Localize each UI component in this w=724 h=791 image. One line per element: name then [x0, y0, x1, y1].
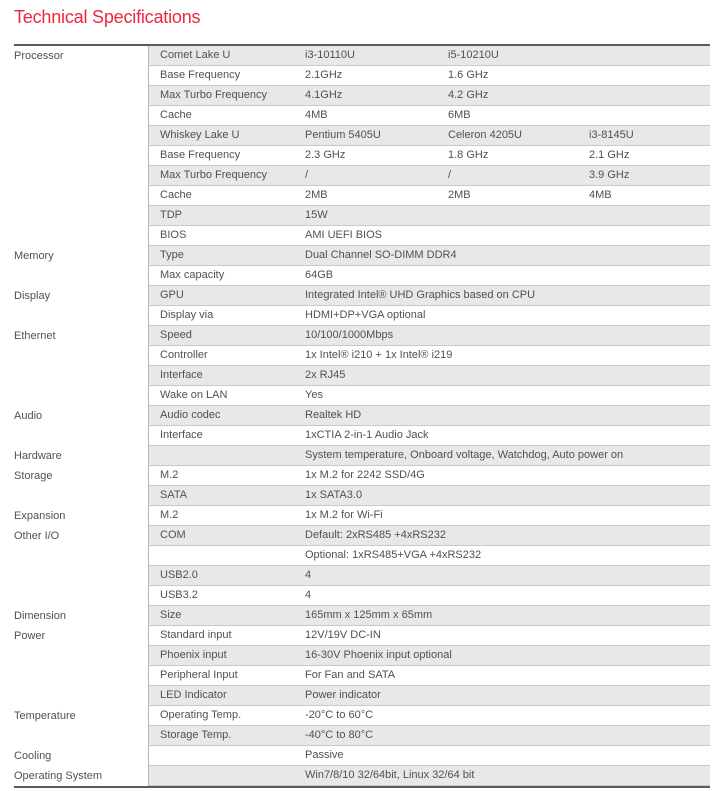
spec-value: AMI UEFI BIOS — [305, 229, 383, 241]
spec-values — [294, 566, 710, 585]
spec-row — [14, 746, 710, 766]
spec-value: 2.1 GHz — [589, 149, 630, 161]
spec-row — [14, 86, 710, 106]
row-band — [148, 206, 710, 226]
row-band — [148, 286, 710, 306]
page-title: Technical Specifications — [14, 7, 201, 27]
spec-label: Max capacity — [160, 269, 225, 281]
category-label: Audio — [14, 410, 43, 422]
spec-label: Base Frequency — [160, 69, 241, 81]
category-label — [14, 166, 148, 186]
spec-values — [294, 286, 710, 305]
row-band — [148, 246, 710, 266]
category-label: Hardware — [14, 450, 62, 462]
spec-value — [578, 86, 710, 105]
spec-row — [14, 246, 710, 266]
spec-row — [14, 186, 710, 206]
spec-label: USB2.0 — [160, 569, 198, 581]
row-band — [148, 126, 710, 146]
category-label — [14, 726, 148, 746]
spec-value: i5-10210U — [448, 49, 499, 61]
row-band — [148, 446, 710, 466]
spec-value: 64GB — [305, 269, 334, 281]
category-label: Operating System — [14, 770, 103, 782]
spec-label: BIOS — [160, 229, 187, 241]
spec-row — [14, 486, 710, 506]
spec-value: 1x Intel® i210 + 1x Intel® i219 — [305, 349, 453, 361]
row-band — [148, 466, 710, 486]
spec-row — [14, 446, 710, 466]
spec-values — [294, 686, 710, 705]
spec-row — [14, 266, 710, 286]
spec-value: 4 — [305, 569, 312, 581]
spec-row — [14, 606, 710, 626]
spec-value: 16-30V Phoenix input optional — [305, 649, 452, 661]
spec-value — [578, 106, 710, 125]
spec-values — [294, 346, 710, 365]
category-label — [14, 306, 148, 326]
spec-label: GPU — [160, 289, 184, 301]
spec-value: 1x SATA3.0 — [305, 489, 363, 501]
spec-row — [14, 506, 710, 526]
spec-value: 1.8 GHz — [448, 149, 489, 161]
row-band — [148, 346, 710, 366]
category-label: Ethernet — [14, 330, 56, 342]
spec-values — [294, 546, 710, 565]
category-label: Storage — [14, 470, 53, 482]
spec-value: Realtek HD — [305, 409, 362, 421]
spec-label: Phoenix input — [160, 649, 227, 661]
spec-value: 2MB — [448, 189, 471, 201]
spec-value: 165mm x 125mm x 65mm — [305, 609, 433, 621]
row-band — [148, 586, 710, 606]
spec-value: -40°C to 80°C — [305, 729, 374, 741]
spec-values — [294, 666, 710, 685]
spec-values — [294, 726, 710, 745]
spec-values — [294, 206, 710, 225]
spec-values — [294, 746, 710, 765]
row-band — [148, 46, 710, 66]
category-label — [14, 426, 148, 446]
row-band — [148, 366, 710, 386]
spec-values — [294, 86, 710, 105]
row-band — [148, 546, 710, 566]
row-band — [148, 266, 710, 286]
spec-label: Type — [160, 249, 184, 261]
spec-row — [14, 706, 710, 726]
category-label: Memory — [14, 250, 54, 262]
row-band — [148, 606, 710, 626]
spec-row — [14, 646, 710, 666]
spec-label: Speed — [160, 329, 192, 341]
spec-values — [294, 226, 710, 245]
spec-label: SATA — [160, 489, 188, 501]
spec-values — [294, 446, 710, 465]
category-label: Power — [14, 630, 46, 642]
spec-row — [14, 166, 710, 186]
category-label — [14, 206, 148, 226]
spec-label: Cache — [160, 109, 192, 121]
category-label — [14, 86, 148, 106]
row-band — [148, 226, 710, 246]
spec-label: Operating Temp. — [160, 709, 242, 721]
spec-label — [149, 766, 294, 785]
spec-values — [294, 266, 710, 285]
row-band — [148, 166, 710, 186]
spec-value: Integrated Intel® UHD Graphics based on CPU — [305, 289, 536, 301]
spec-label: Interface — [160, 429, 203, 441]
spec-values — [294, 766, 710, 785]
row-band — [148, 766, 710, 786]
row-band — [148, 486, 710, 506]
spec-value: 1x M.2 for Wi-Fi — [305, 509, 383, 521]
spec-value: Win7/8/10 32/64bit, Linux 32/64 bit — [305, 769, 475, 781]
spec-values — [294, 646, 710, 665]
spec-label: Size — [160, 609, 182, 621]
spec-label: TDP — [160, 209, 182, 221]
spec-value: Optional: 1xRS485+VGA +4xRS232 — [305, 549, 482, 561]
spec-value: 1.6 GHz — [448, 69, 489, 81]
category-label — [14, 66, 148, 86]
spec-values — [294, 526, 710, 545]
spec-values — [294, 466, 710, 485]
spec-value: 4.2 GHz — [448, 89, 489, 101]
spec-value: 4 — [305, 589, 312, 601]
spec-label: Wake on LAN — [160, 389, 228, 401]
spec-row — [14, 106, 710, 126]
spec-row — [14, 626, 710, 646]
category-label — [14, 226, 148, 246]
spec-value: Yes — [305, 389, 323, 401]
spec-row — [14, 726, 710, 746]
category-label — [14, 686, 148, 706]
spec-row — [14, 586, 710, 606]
spec-values — [294, 606, 710, 625]
spec-label: Max Turbo Frequency — [160, 169, 267, 181]
row-band — [148, 746, 710, 766]
spec-value: 2MB — [305, 189, 328, 201]
row-band — [148, 146, 710, 166]
spec-value: 6MB — [448, 109, 471, 121]
spec-row — [14, 766, 710, 786]
spec-label: Comet Lake U — [160, 49, 231, 61]
spec-value: Power indicator — [305, 689, 381, 701]
spec-row — [14, 546, 710, 566]
spec-value: Dual Channel SO-DIMM DDR4 — [305, 249, 457, 261]
category-label: Cooling — [14, 750, 52, 762]
spec-value: 12V/19V DC-IN — [305, 629, 381, 641]
spec-values — [294, 406, 710, 425]
spec-row — [14, 146, 710, 166]
spec-value: 2.3 GHz — [305, 149, 346, 161]
spec-value — [578, 46, 710, 65]
spec-label: COM — [160, 529, 186, 541]
category-label — [14, 486, 148, 506]
spec-row — [14, 126, 710, 146]
spec-value: / — [305, 169, 309, 181]
spec-label: M.2 — [160, 509, 179, 521]
spec-label: LED Indicator — [160, 689, 227, 701]
spec-row — [14, 386, 710, 406]
spec-label: Audio codec — [160, 409, 221, 421]
spec-value: -20°C to 60°C — [305, 709, 374, 721]
spec-value: 1xCTIA 2-in-1 Audio Jack — [305, 429, 429, 441]
row-band — [148, 686, 710, 706]
category-label — [14, 386, 148, 406]
spec-label: M.2 — [160, 469, 179, 481]
row-band — [148, 306, 710, 326]
spec-values — [294, 366, 710, 385]
spec-value: 4MB — [305, 109, 328, 121]
row-band — [148, 186, 710, 206]
spec-value: / — [448, 169, 452, 181]
spec-value: 2x RJ45 — [305, 369, 346, 381]
spec-label: Controller — [160, 349, 208, 361]
spec-value: HDMI+DP+VGA optional — [305, 309, 426, 321]
spec-row — [14, 306, 710, 326]
spec-value: Passive — [305, 749, 344, 761]
row-band — [148, 526, 710, 546]
category-label: Expansion — [14, 510, 66, 522]
spec-values — [294, 506, 710, 525]
spec-row — [14, 326, 710, 346]
spec-label: Whiskey Lake U — [160, 129, 240, 141]
category-label — [14, 546, 148, 566]
row-band — [148, 106, 710, 126]
row-band — [148, 66, 710, 86]
row-band — [148, 386, 710, 406]
spec-label: Max Turbo Frequency — [160, 89, 267, 101]
row-band — [148, 406, 710, 426]
spec-values — [294, 186, 710, 205]
spec-value: i3-10110U — [305, 49, 355, 61]
category-label — [14, 106, 148, 126]
spec-value — [578, 66, 710, 85]
spec-values — [294, 246, 710, 265]
category-label — [14, 266, 148, 286]
spec-label: USB3.2 — [160, 589, 198, 601]
spec-row — [14, 466, 710, 486]
row-band — [148, 666, 710, 686]
category-label: Other I/O — [14, 530, 60, 542]
spec-row — [14, 226, 710, 246]
row-band — [148, 646, 710, 666]
spec-label: Standard input — [160, 629, 232, 641]
spec-value: 2.1GHz — [305, 69, 343, 81]
spec-value: 4.1GHz — [305, 89, 343, 101]
row-band — [148, 566, 710, 586]
spec-values — [294, 146, 710, 165]
spec-row — [14, 346, 710, 366]
category-label: Temperature — [14, 710, 76, 722]
spec-values — [294, 386, 710, 405]
spec-value: System temperature, Onboard voltage, Watchdog, Auto power on — [305, 449, 624, 461]
spec-label — [149, 746, 294, 765]
spec-row — [14, 526, 710, 546]
spec-values — [294, 626, 710, 645]
spec-value: i3-8145U — [589, 129, 634, 141]
spec-row — [14, 686, 710, 706]
spec-row — [14, 366, 710, 386]
spec-row — [14, 286, 710, 306]
spec-row — [14, 566, 710, 586]
spec-row — [14, 46, 710, 66]
row-band — [148, 86, 710, 106]
spec-values — [294, 426, 710, 445]
spec-values — [294, 586, 710, 605]
category-label — [14, 366, 148, 386]
category-label — [14, 646, 148, 666]
spec-label: Base Frequency — [160, 149, 241, 161]
spec-value: 10/100/1000Mbps — [305, 329, 394, 341]
spec-values — [294, 306, 710, 325]
spec-row — [14, 666, 710, 686]
spec-values — [294, 166, 710, 185]
category-label — [14, 146, 148, 166]
spec-value: Pentium 5405U — [305, 129, 381, 141]
spec-value: Default: 2xRS485 +4xRS232 — [305, 529, 446, 541]
spec-value: 3.9 GHz — [589, 169, 630, 181]
row-band — [148, 626, 710, 646]
category-label: Dimension — [14, 610, 66, 622]
row-band — [148, 506, 710, 526]
spec-value: 4MB — [589, 189, 612, 201]
spec-value: 15W — [305, 209, 328, 221]
spec-values — [294, 46, 710, 65]
spec-value: 1x M.2 for 2242 SSD/4G — [305, 469, 425, 481]
category-label — [14, 666, 148, 686]
category-label: Processor — [14, 50, 64, 62]
spec-row — [14, 426, 710, 446]
row-band — [148, 726, 710, 746]
spec-table — [14, 44, 710, 788]
row-band — [148, 326, 710, 346]
spec-label: Interface — [160, 369, 203, 381]
spec-values — [294, 326, 710, 345]
category-label — [14, 586, 148, 606]
spec-values — [294, 486, 710, 505]
spec-label: Peripheral Input — [160, 669, 238, 681]
spec-value: For Fan and SATA — [305, 669, 396, 681]
category-label — [14, 346, 148, 366]
spec-label: Cache — [160, 189, 192, 201]
spec-value: Celeron 4205U — [448, 129, 522, 141]
spec-row — [14, 406, 710, 426]
row-band — [148, 706, 710, 726]
spec-values — [294, 106, 710, 125]
spec-row — [14, 206, 710, 226]
category-label — [14, 566, 148, 586]
spec-label — [149, 446, 294, 465]
row-band — [148, 426, 710, 446]
category-label: Display — [14, 290, 51, 302]
spec-values — [294, 706, 710, 725]
spec-label: Display via — [160, 309, 214, 321]
category-label — [14, 186, 148, 206]
spec-row — [14, 66, 710, 86]
category-label — [14, 126, 148, 146]
spec-values — [294, 66, 710, 85]
spec-label — [149, 546, 294, 565]
spec-label: Storage Temp. — [160, 729, 232, 741]
spec-values — [294, 126, 710, 145]
